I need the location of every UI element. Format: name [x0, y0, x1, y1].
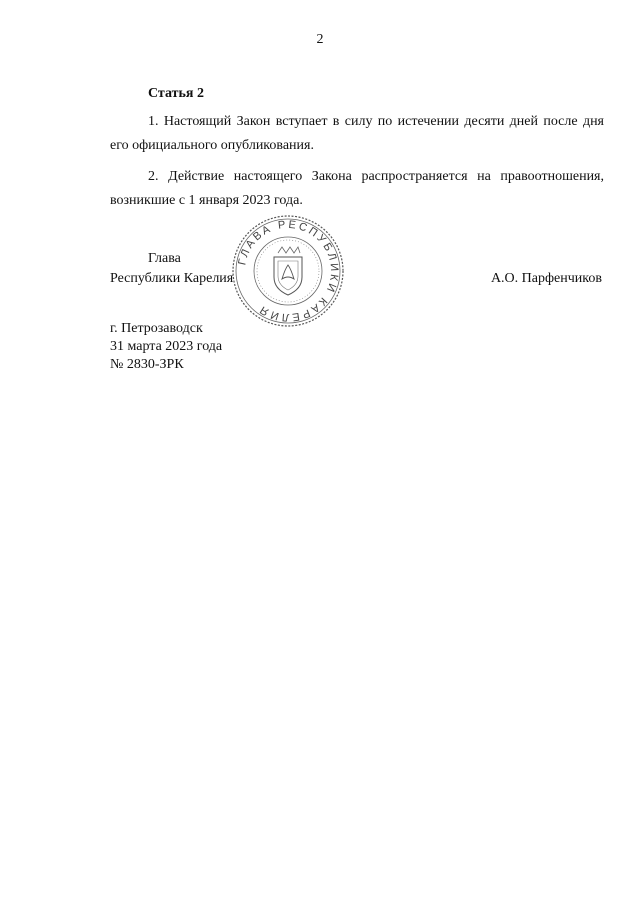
page-number: 2: [316, 32, 324, 47]
footer-date: 31 марта 2023 года: [110, 339, 223, 354]
signatory-name: А.О. Парфенчиков: [490, 271, 602, 286]
footer-city: г. Петрозаводск: [110, 321, 203, 336]
article-heading: Статья 2: [148, 86, 204, 101]
signature-title: Глава: [148, 251, 181, 266]
seal-text: ГЛАВА РЕСПУБЛИКИ КАРЕЛИЯ: [236, 218, 341, 324]
signature-organization: Республики Карелия: [110, 271, 234, 286]
official-seal-icon: [230, 213, 346, 329]
article-paragraph-2: 2. Действие настоящего Закона распространяется на правоотношения, возникшие с 1 января 2023 года.: [110, 169, 604, 208]
footer-law-number: № 2830-ЗРК: [110, 357, 184, 372]
article-paragraph-1: 1. Настоящий Закон вступает в силу по истечении десяти дней после дня его официального опубликования.: [110, 114, 604, 153]
svg-text:ГЛАВА РЕСПУБЛИКИ КАРЕЛИЯ: [236, 219, 340, 323]
